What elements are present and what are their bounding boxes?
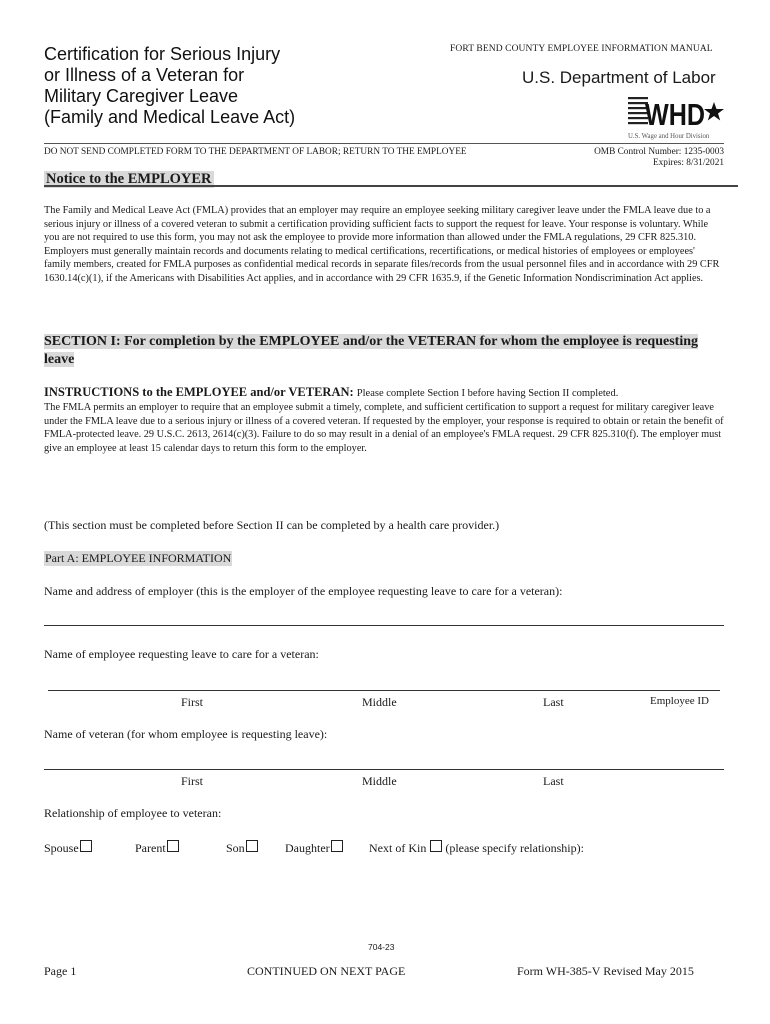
omb-block [560, 147, 724, 169]
next-of-kin-note: (please specify relationship): [445, 841, 584, 855]
veteran-name-field[interactable] [44, 769, 724, 770]
employee-middle-caption: Middle [362, 695, 397, 709]
employee-name-field[interactable] [48, 690, 720, 691]
son-checkbox[interactable] [246, 840, 258, 852]
option-parent[interactable] [135, 840, 179, 856]
option-next-of-kin[interactable] [369, 840, 584, 856]
instructions-body: The FMLA permits an employer to require that an employee submit a timely, complete, and sufficient certification to support a request for military caregiver leave under the FMLA leave due to a serious injury or illness of a covered veteran. If requested by the employer, your response is required to obtain or retain the benefit of FMLA-protected leave. 29 U.S.C. 2613, 2614(c)(3). Failure to do so may result in a denial of an employee's FMLA request. 29 CFR 825.310(f). The employer must give an employee at least 15 calendar days to return this form to the employer. [44, 402, 724, 454]
form-title-line: Certification for Serious Injury [44, 44, 281, 64]
manual-note: FORT BEND COUNTY EMPLOYEE INFORMATION MANUAL [450, 44, 713, 54]
return-instruction: DO NOT SEND COMPLETED FORM TO THE DEPARTMENT OF LABOR; RETURN TO THE EMPLOYEE [44, 147, 467, 157]
instructions-lead: Please complete Section I before having Section II completed. [356, 388, 619, 399]
option-spouse[interactable] [44, 840, 92, 856]
instructions-title: INSTRUCTIONS to the EMPLOYEE and/or VETERAN: [44, 385, 354, 399]
employee-name-label: Name of employee requesting leave to care for a veteran: [44, 647, 319, 661]
omb-expiry: Expires: 8/31/2021 [652, 158, 724, 168]
next-of-kin-checkbox[interactable] [430, 840, 442, 852]
employer-label: Name and address of employer (this is the employer of the employee requesting leave to care for a veteran): [44, 584, 563, 598]
option-label: Spouse [44, 841, 79, 855]
employee-id-caption: Employee ID [650, 695, 709, 707]
section1-heading [44, 333, 730, 369]
logo-text: WHD [645, 97, 705, 132]
option-label: Next of Kin [369, 841, 427, 855]
form-code: 704-23 [368, 942, 395, 952]
spouse-checkbox[interactable] [80, 840, 92, 852]
daughter-checkbox[interactable] [331, 840, 343, 852]
option-daughter[interactable] [285, 840, 343, 856]
form-title [44, 44, 295, 128]
header-rule [44, 143, 724, 144]
employee-first-caption: First [181, 695, 204, 709]
veteran-last-caption: Last [543, 774, 564, 788]
veteran-first-caption: First [181, 774, 204, 788]
form-title-line: or Illness of a Veteran for [44, 65, 245, 85]
page-number: Page 1 [44, 964, 77, 978]
form-title-line: Military Caregiver Leave [44, 86, 239, 106]
notice-body: The Family and Medical Leave Act (FMLA) provides that an employer may require an employee seeking military caregiver leave under the FMLA leave due to a serious injury or illness of a covered veteran to submit a certification providing sufficient facts to support the request for leave. Your response is voluntary. While you are not required to use this form, you may not ask the employee to provide more information than allowed under the FMLA regulations, 29 CFR 825.310. Employers must generally maintain records and documents relating to medical certifications, recertifications, or medical histories of employees or employees' family members, created for FMLA purposes as confidential medical records in separate files/records from the usual personnel files and in accordance with 29 CFR 1630.14(c)(1), if the Americans with Disabilities Act applies, and in accordance with 29 CFR 1635.9, if the Genetic Information Nondiscrimination Act applies. [44, 205, 720, 284]
employee-last-caption: Last [543, 695, 564, 709]
option-label: Parent [135, 841, 166, 855]
instructions-heading [44, 385, 618, 400]
veteran-name-label: Name of veteran (for whom employee is requesting leave): [44, 727, 328, 741]
notice-heading: Notice to the EMPLOYER [46, 171, 212, 187]
form-id: Form WH-385-V Revised May 2015 [517, 964, 694, 978]
whd-logo [626, 94, 726, 140]
notice-rule [44, 185, 738, 187]
continued-note: CONTINUED ON NEXT PAGE [247, 964, 406, 978]
option-son[interactable] [226, 840, 258, 856]
omb-number: OMB Control Number: 1235-0003 [594, 147, 724, 157]
parent-checkbox[interactable] [167, 840, 179, 852]
option-label: Daughter [285, 841, 330, 855]
partA-heading: Part A: EMPLOYEE INFORMATION [45, 551, 232, 565]
veteran-middle-caption: Middle [362, 774, 397, 788]
option-label: Son [226, 841, 245, 855]
section1-heading-text: SECTION I: For completion by the EMPLOYEE and/or the VETERAN for whom the employee is requesting leave [44, 334, 699, 367]
logo-subtitle: U.S. Wage and Hour Division [628, 133, 710, 140]
section1-completion-note: (This section must be completed before Section II can be completed by a health care provider.) [44, 518, 500, 532]
form-title-line: (Family and Medical Leave Act) [44, 107, 296, 127]
relationship-label: Relationship of employee to veteran: [44, 806, 222, 820]
department-name: U.S. Department of Labor [522, 68, 716, 87]
employer-field[interactable] [44, 625, 724, 626]
